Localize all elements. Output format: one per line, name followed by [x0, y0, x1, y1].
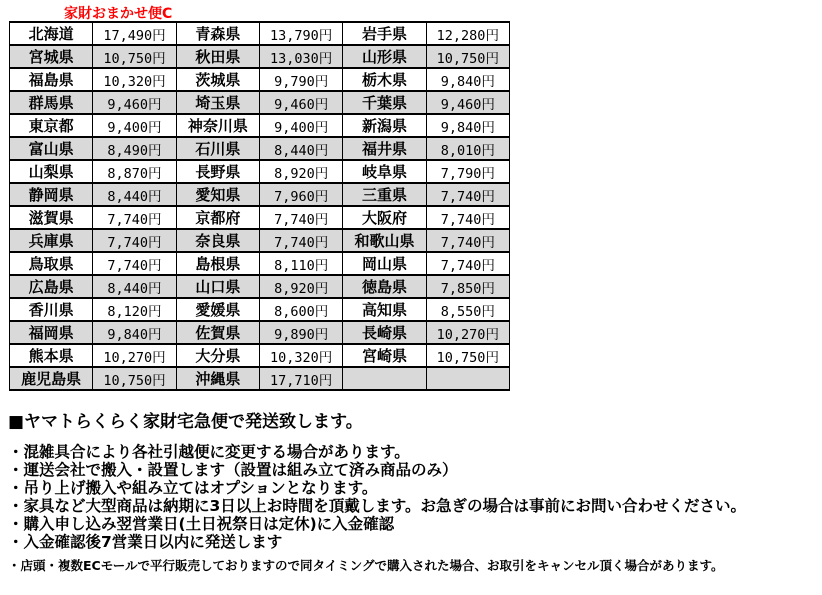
prefecture-cell: 福井県	[343, 137, 426, 160]
prefecture-cell: 石川県	[176, 137, 259, 160]
price-cell: 7,740円	[259, 229, 342, 252]
table-row	[10, 229, 510, 252]
price-cell: 7,740円	[426, 183, 509, 206]
table-row	[10, 91, 510, 114]
prefecture-cell: 新潟県	[343, 114, 426, 137]
prefecture-cell: 千葉県	[343, 91, 426, 114]
prefecture-cell: 秋田県	[176, 45, 259, 68]
price-cell: 8,870円	[93, 160, 176, 183]
shipping-note-line: ・吊り上げ搬入や組み立てはオプションとなります。	[8, 479, 378, 497]
prefecture-cell: 愛知県	[176, 183, 259, 206]
price-cell: 10,750円	[93, 45, 176, 68]
price-cell: 13,030円	[259, 45, 342, 68]
prefecture-cell: 宮崎県	[343, 344, 426, 367]
table-row	[10, 68, 510, 91]
price-cell: 7,740円	[426, 252, 509, 275]
prefecture-cell: 佐賀県	[176, 321, 259, 344]
price-cell: 9,840円	[426, 114, 509, 137]
prefecture-cell: 島根県	[176, 252, 259, 275]
prefecture-cell: 岐阜県	[343, 160, 426, 183]
prefecture-cell: 山梨県	[10, 160, 93, 183]
price-cell: 17,710円	[259, 367, 342, 390]
prefecture-cell: 山口県	[176, 275, 259, 298]
prefecture-cell: 京都府	[176, 206, 259, 229]
table-row	[10, 206, 510, 229]
table-row	[10, 275, 510, 298]
price-cell: 9,460円	[426, 91, 509, 114]
prefecture-cell: 群馬県	[10, 91, 93, 114]
prefecture-cell: 香川県	[10, 298, 93, 321]
price-cell: 10,750円	[426, 45, 509, 68]
shipping-notes	[8, 412, 818, 574]
price-cell: 10,750円	[93, 367, 176, 390]
table-row	[10, 22, 510, 45]
prefecture-cell: 三重県	[343, 183, 426, 206]
price-cell: 8,440円	[93, 275, 176, 298]
shipping-fine-print: ・店頭・複数ECモールで平行販売しておりますので同タイミングで購入された場合、お取引をキャンセル頂く場合があります。	[8, 558, 724, 573]
price-cell: 12,280円	[426, 22, 509, 45]
prefecture-cell: 沖縄県	[176, 367, 259, 390]
prefecture-cell: 山形県	[343, 45, 426, 68]
price-cell: 9,400円	[259, 114, 342, 137]
prefecture-cell: 熊本県	[10, 344, 93, 367]
prefecture-cell: 長崎県	[343, 321, 426, 344]
price-cell: 8,440円	[93, 183, 176, 206]
price-cell: 10,320円	[259, 344, 342, 367]
price-cell: 9,460円	[93, 91, 176, 114]
prefecture-cell: 愛媛県	[176, 298, 259, 321]
prefecture-cell: 宮城県	[10, 45, 93, 68]
table-row	[10, 367, 510, 390]
price-cell: 8,920円	[259, 275, 342, 298]
table-row	[10, 298, 510, 321]
prefecture-cell: 大阪府	[343, 206, 426, 229]
shipping-notes-bullets	[8, 443, 818, 551]
shipping-note-line: ・家具など大型商品は納期に3日以上お時間を頂戴します。お急ぎの場合は事前にお問い合わせください。	[8, 497, 747, 515]
price-cell: 9,890円	[259, 321, 342, 344]
shipping-note-line: ・混雑具合により各社引越便に変更する場合があります。	[8, 443, 410, 461]
price-cell: 8,920円	[259, 160, 342, 183]
price-cell: 10,270円	[426, 321, 509, 344]
shipping-note-line: ・購入申し込み翌営業日(土日祝祭日は定休)に入金確認	[8, 515, 395, 533]
price-cell: 8,490円	[93, 137, 176, 160]
prefecture-cell: 鳥取県	[10, 252, 93, 275]
price-cell: 8,110円	[259, 252, 342, 275]
prefecture-cell: 奈良県	[176, 229, 259, 252]
table-row	[10, 114, 510, 137]
shipping-notes-heading: ■ヤマトらくらく家財宅急便で発送致します。	[8, 412, 363, 432]
prefecture-cell: 和歌山県	[343, 229, 426, 252]
table-row	[10, 321, 510, 344]
prefecture-cell: 静岡県	[10, 183, 93, 206]
table-row	[10, 160, 510, 183]
table-row	[10, 45, 510, 68]
price-cell: 17,490円	[93, 22, 176, 45]
price-cell: 10,750円	[426, 344, 509, 367]
price-cell: 7,740円	[426, 229, 509, 252]
prefecture-cell: 栃木県	[343, 68, 426, 91]
price-cell: 8,440円	[259, 137, 342, 160]
shipping-fee-table	[9, 21, 510, 391]
prefecture-cell: 青森県	[176, 22, 259, 45]
price-cell: 10,320円	[93, 68, 176, 91]
table-row	[10, 183, 510, 206]
table-row	[10, 137, 510, 160]
price-cell: 8,010円	[426, 137, 509, 160]
prefecture-cell: 大分県	[176, 344, 259, 367]
shipping-note-line: ・運送会社で搬入・設置します（設置は組み立て済み商品のみ）	[8, 461, 458, 479]
prefecture-cell: 高知県	[343, 298, 426, 321]
price-cell: 8,600円	[259, 298, 342, 321]
prefecture-cell: 滋賀県	[10, 206, 93, 229]
price-cell: 8,550円	[426, 298, 509, 321]
table-row	[10, 252, 510, 275]
price-cell: 9,840円	[426, 68, 509, 91]
prefecture-cell: 鹿児島県	[10, 367, 93, 390]
price-cell: 7,740円	[93, 229, 176, 252]
price-cell: 10,270円	[93, 344, 176, 367]
price-cell: 13,790円	[259, 22, 342, 45]
price-cell: 9,790円	[259, 68, 342, 91]
prefecture-cell: 北海道	[10, 22, 93, 45]
prefecture-cell: 岩手県	[343, 22, 426, 45]
prefecture-cell: 福島県	[10, 68, 93, 91]
price-cell: 9,460円	[259, 91, 342, 114]
price-cell: 7,850円	[426, 275, 509, 298]
price-cell: 7,740円	[93, 206, 176, 229]
price-cell: 7,740円	[93, 252, 176, 275]
price-cell: 7,960円	[259, 183, 342, 206]
table-row	[10, 344, 510, 367]
prefecture-cell: 東京都	[10, 114, 93, 137]
shipping-plan-title: 家財おまかせ便C	[64, 6, 173, 22]
price-cell: 9,840円	[93, 321, 176, 344]
price-cell: 7,790円	[426, 160, 509, 183]
prefecture-cell: 徳島県	[343, 275, 426, 298]
price-cell: 7,740円	[259, 206, 342, 229]
prefecture-cell: 長野県	[176, 160, 259, 183]
prefecture-cell	[343, 367, 426, 390]
price-cell	[426, 367, 509, 390]
prefecture-cell: 岡山県	[343, 252, 426, 275]
prefecture-cell: 広島県	[10, 275, 93, 298]
price-cell: 8,120円	[93, 298, 176, 321]
prefecture-cell: 神奈川県	[176, 114, 259, 137]
prefecture-cell: 茨城県	[176, 68, 259, 91]
prefecture-cell: 富山県	[10, 137, 93, 160]
price-cell: 9,400円	[93, 114, 176, 137]
prefecture-cell: 兵庫県	[10, 229, 93, 252]
fee-table-body	[10, 22, 510, 390]
prefecture-cell: 埼玉県	[176, 91, 259, 114]
shipping-note-line: ・入金確認後7営業日以内に発送します	[8, 533, 283, 551]
prefecture-cell: 福岡県	[10, 321, 93, 344]
price-cell: 7,740円	[426, 206, 509, 229]
